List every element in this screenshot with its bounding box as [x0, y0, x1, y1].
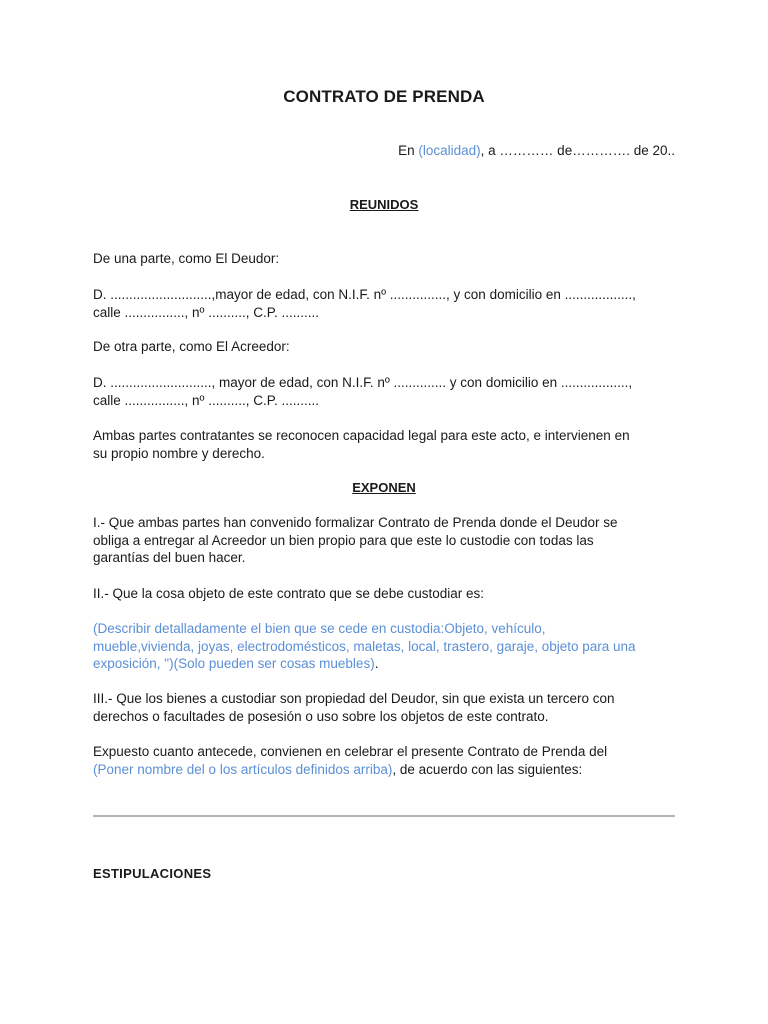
item-description-line-last — [93, 655, 683, 673]
acreedor-intro-text: De otra parte, como El Acreedor: — [93, 339, 290, 354]
exposition-one-line: obliga a entregar al Acreedor un bien propio para que este lo custodie con todas las — [93, 532, 594, 548]
section-divider — [93, 815, 675, 817]
estipulaciones-heading: ESTIPULACIONES — [93, 866, 212, 881]
expuesto-suffix: , de acuerdo con las siguientes: — [392, 761, 583, 777]
exposition-one-line: garantías del buen hacer. — [93, 550, 246, 565]
acreedor-intro — [93, 338, 683, 356]
exposition-one — [93, 514, 683, 567]
deudor-intro — [93, 250, 683, 268]
date-prefix: En — [398, 143, 419, 158]
articles-placeholder: (Poner nombre del o los artículos definidos arriba) — [93, 761, 393, 777]
expuesto-paragraph — [93, 743, 683, 778]
capacidad-line: Ambas partes contratantes se reconocen capacidad legal para este acto, e intervienen en — [93, 428, 630, 443]
acreedor-details-line: D. ..........................., mayor de edad, con N.I.F. nº .............. y con domicilio en .................., — [93, 375, 633, 390]
locality-placeholder: (localidad) — [418, 143, 481, 158]
expuesto-line-last — [93, 761, 683, 779]
exposition-three — [93, 690, 683, 725]
expuesto-line: Expuesto cuanto antecede, convienen en celebrar el presente Contrato de Prenda del — [93, 744, 608, 759]
deudor-details-line: calle ................, nº .........., C.P. .......... — [93, 304, 319, 320]
exposition-three-line: III.- Que los bienes a custodiar son propiedad del Deudor, sin que exista un tercero con — [93, 691, 615, 706]
acreedor-details — [93, 374, 683, 409]
item-description-line: mueble,vivienda, joyas, electrodomésticos, maletas, local, trastero, garaje, objeto para una — [93, 638, 636, 654]
date-line — [398, 143, 675, 158]
exposition-two — [93, 585, 683, 603]
item-description-period: . — [374, 656, 379, 671]
item-description-text: exposición, ")(Solo pueden ser cosas muebles) — [93, 656, 375, 671]
item-description-line: (Describir detalladamente el bien que se cede en custodia:Objeto, vehículo, — [93, 621, 546, 636]
item-description — [93, 620, 683, 673]
capacidad-line: su propio nombre y derecho. — [93, 445, 265, 461]
exposition-one-line: I.- Que ambas partes han convenido formalizar Contrato de Prenda donde el Deudor se — [93, 515, 618, 530]
exponen-heading: EXPONEN — [352, 480, 416, 495]
contract-title: CONTRATO DE PRENDA — [283, 87, 485, 106]
capacidad-paragraph — [93, 427, 683, 462]
date-suffix: , a ………… de…………. de 20.. — [480, 143, 675, 158]
acreedor-details-line: calle ................, nº .........., C.P. .......... — [93, 392, 319, 408]
exposition-two-line: II.- Que la cosa objeto de este contrato que se debe custodiar es: — [93, 586, 484, 601]
deudor-details — [93, 286, 683, 321]
exposition-three-line: derechos o facultades de posesión o uso sobre los objetos de este contrato. — [93, 708, 549, 724]
deudor-details-line: D. ...........................,mayor de edad, con N.I.F. nº ..............., y con domicilio en .................., — [93, 287, 636, 302]
reunidos-heading: REUNIDOS — [349, 197, 419, 212]
deudor-intro-text: De una parte, como El Deudor: — [93, 251, 280, 266]
